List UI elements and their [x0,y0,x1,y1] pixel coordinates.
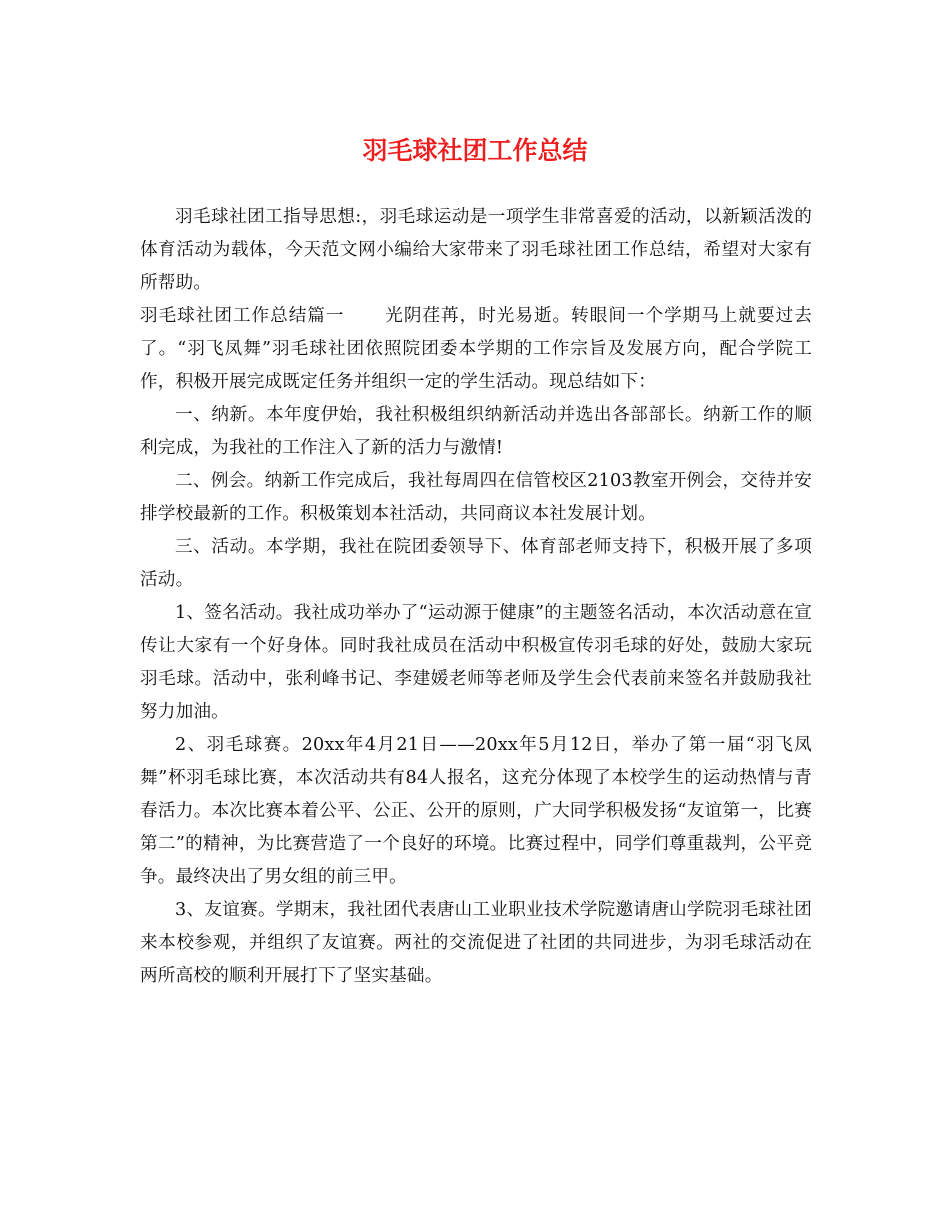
paragraph-signature-event: 1、签名活动。我社成功举办了“运动源于健康”的主题签名活动，本次活动意在宣传让大家有一个好身体。同时我社成员在活动中积极宣传羽毛球的好处，鼓励大家玩羽毛球。活动中，张利峰书记、李建媛老师等老师及学生会代表前来签名并鼓励我社努力加油。 [140,603,812,722]
section-heading: 羽毛球社团工作总结篇一 [140,306,345,326]
document-body [140,201,812,993]
paragraph-tournament: 2、羽毛球赛。20xx年4月21日——20xx年5月12日，举办了第一届“羽飞凤舞”杯羽毛球比赛，本次活动共有84人报名，这充分体现了本校学生的运动热情与青春活力。本次比赛本着公平、公正、公开的原则，广大同学积极发扬“友谊第一，比赛第二”的精神，为比赛营造了一个良好的环境。比赛过程中，同学们尊重裁判，公平竞争。最终决出了男女组的前三甲。 [140,735,812,887]
paragraph-activities: 三、活动。本学期，我社在院团委领导下、体育部老师支持下，积极开展了多项活动。 [140,537,812,590]
section-one-text: 光阴荏苒，时光易逝。转眼间一个学期马上就要过去了。“羽飞凤舞”羽毛球社团依照院团委本学期的工作宗旨及发展方向，配合学院工作，积极开展完成既定任务并组织一定的学生活动。现总结如下： [140,306,812,392]
paragraph-friendly-match: 3、友谊赛。学期末，我社团代表唐山工业职业技术学院邀请唐山学院羽毛球社团来本校参观，并组织了友谊赛。两社的交流促进了社团的共同进步，为羽毛球活动在两所高校的顺利开展打下了坚实基础。 [140,900,812,986]
paragraph-meetings: 二、例会。纳新工作完成后，我社每周四在信管校区2103教室开例会，交待并安排学校最新的工作。积极策划本社活动，共同商议本社发展计划。 [140,471,812,524]
paragraph-intro: 羽毛球社团工指导思想:，羽毛球运动是一项学生非常喜爱的活动，以新颖活泼的体育活动为载体，今天范文网小编给大家带来了羽毛球社团工作总结，希望对大家有所帮助。 [140,207,812,293]
document-title: 羽毛球社团工作总结 [362,136,588,165]
paragraph-section-one [140,300,812,399]
paragraph-recruitment: 一、纳新。本年度伊始，我社积极组织纳新活动并选出各部部长。纳新工作的顺利完成，为我社的工作注入了新的活力与激情! [140,405,812,458]
